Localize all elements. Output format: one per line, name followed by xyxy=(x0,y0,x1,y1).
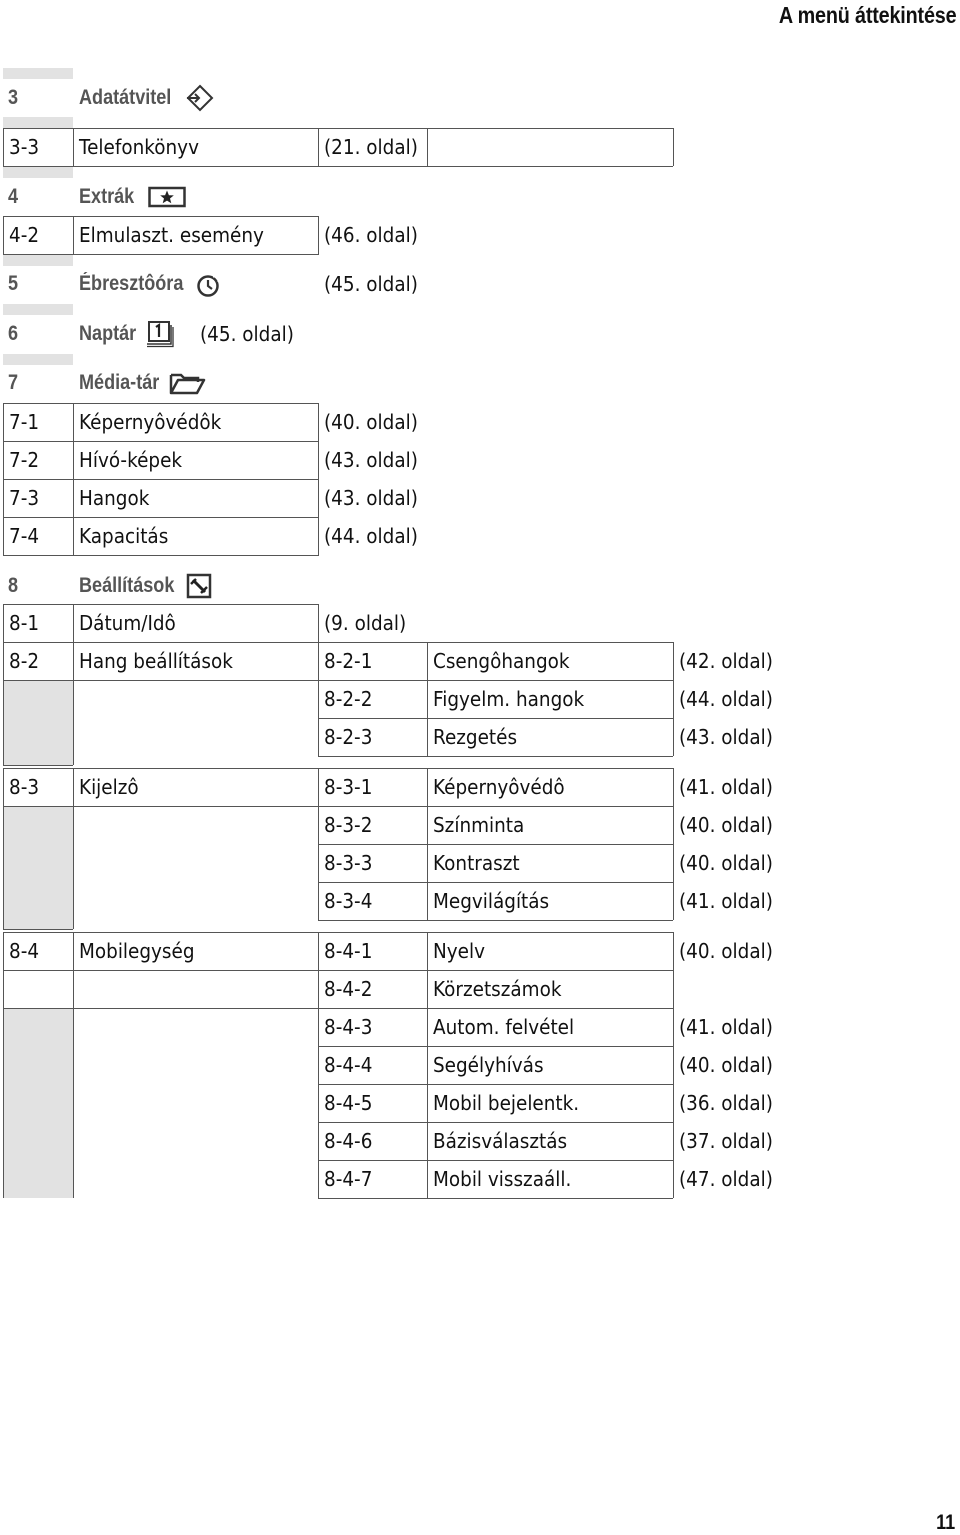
group-shade xyxy=(3,1008,73,1198)
row-label: Mobilegység xyxy=(79,939,195,963)
page-reference: (41. oldal) xyxy=(679,775,773,799)
section-title: Média-tár xyxy=(79,371,160,394)
page-reference: (40. oldal) xyxy=(324,410,418,434)
calendar-icon xyxy=(146,320,174,348)
row-number: 4-2 xyxy=(9,223,40,247)
row-label: Hívó-képek xyxy=(79,448,183,472)
row-number: 8-2-1 xyxy=(324,649,373,673)
page-reference: (43. oldal) xyxy=(324,486,418,510)
row-number: 8-4-4 xyxy=(324,1053,373,1077)
row-number: 8-4-5 xyxy=(324,1091,373,1115)
page-reference: (40. oldal) xyxy=(679,813,773,837)
row-label: Képernyôvédô xyxy=(433,775,565,799)
row-label: Figyelm. hangok xyxy=(433,687,585,711)
row-label: Mobil bejelentk. xyxy=(433,1091,580,1115)
section-bar xyxy=(3,68,73,79)
section-title: Adatátvitel xyxy=(79,86,172,109)
row-number: 7-4 xyxy=(9,524,40,548)
row-number: 8-4-1 xyxy=(324,939,373,963)
row-label: Színminta xyxy=(433,813,525,837)
row-number: 7-2 xyxy=(9,448,40,472)
folder-icon xyxy=(168,370,206,396)
row-label: Telefonkönyv xyxy=(79,135,199,159)
section-bar xyxy=(3,255,73,266)
section-bar xyxy=(3,354,73,365)
row-label: Hangok xyxy=(79,486,150,510)
section-title: Beállítások xyxy=(79,574,175,597)
page-reference: (41. oldal) xyxy=(679,889,773,913)
section-bar xyxy=(3,167,73,178)
row-number: 8-4-7 xyxy=(324,1167,373,1191)
row-number: 8-3-3 xyxy=(324,851,373,875)
row-number: 8-3-2 xyxy=(324,813,373,837)
row-number: 3-3 xyxy=(9,135,40,159)
row-label: Hang beállítások xyxy=(79,649,233,673)
section-bar xyxy=(3,304,73,315)
row-label: Képernyôvédôk xyxy=(79,410,222,434)
group-shade xyxy=(3,806,73,930)
row-label: Körzetszámok xyxy=(433,977,562,1001)
section-number: 5 xyxy=(8,272,19,295)
page-reference: (21. oldal) xyxy=(324,135,418,159)
page-reference: (36. oldal) xyxy=(679,1091,773,1115)
page-reference: (43. oldal) xyxy=(679,725,773,749)
row-number: 8-1 xyxy=(9,611,40,635)
row-label: Kijelzô xyxy=(79,775,139,799)
page-reference: (40. oldal) xyxy=(679,1053,773,1077)
row-number: 7-1 xyxy=(9,410,40,434)
page-reference: (43. oldal) xyxy=(324,448,418,472)
page-reference: (45. oldal) xyxy=(324,272,418,296)
row-number: 8-2-3 xyxy=(324,725,373,749)
row-label: Rezgetés xyxy=(433,725,518,749)
row-number: 8-3-4 xyxy=(324,889,373,913)
section-number: 3 xyxy=(8,86,19,109)
page-reference: (46. oldal) xyxy=(324,223,418,247)
page-reference: (37. oldal) xyxy=(679,1129,773,1153)
row-label: Elmulaszt. esemény xyxy=(79,223,264,247)
row-label: Csengôhangok xyxy=(433,649,570,673)
section-number: 7 xyxy=(8,371,19,394)
row-label: Megvilágítás xyxy=(433,889,550,913)
row-number: 8-4-2 xyxy=(324,977,373,1001)
page-number: 11 xyxy=(935,1511,955,1534)
row-label: Dátum/Idô xyxy=(79,611,176,635)
section-number: 6 xyxy=(8,322,19,345)
row-label: Segélyhívás xyxy=(433,1053,544,1077)
row-number: 7-3 xyxy=(9,486,40,510)
row-number: 8-2 xyxy=(9,649,40,673)
section-title: Naptár xyxy=(79,322,137,345)
page-reference: (40. oldal) xyxy=(679,851,773,875)
row-number: 8-2-2 xyxy=(324,687,373,711)
row-label: Autom. felvétel xyxy=(433,1015,575,1039)
page-reference: (42. oldal) xyxy=(679,649,773,673)
section-number: 4 xyxy=(8,185,19,208)
page-reference: (40. oldal) xyxy=(679,939,773,963)
row-label: Mobil visszaáll. xyxy=(433,1167,572,1191)
row-number: 8-3-1 xyxy=(324,775,373,799)
section-bar xyxy=(3,117,73,128)
row-label: Kontraszt xyxy=(433,851,520,875)
star-box-icon xyxy=(148,186,186,208)
page-title: A menü áttekintése xyxy=(778,2,956,28)
row-number: 8-4 xyxy=(9,939,40,963)
group-shade xyxy=(3,681,73,765)
page-reference: (47. oldal) xyxy=(679,1167,773,1191)
section-title: Ébresztôóra xyxy=(79,272,184,295)
page-reference: (44. oldal) xyxy=(324,524,418,548)
data-transfer-icon xyxy=(185,84,215,112)
settings-icon xyxy=(186,573,214,599)
row-number: 8-3 xyxy=(9,775,40,799)
row-number: 8-4-3 xyxy=(324,1015,373,1039)
page-reference: (45. oldal) xyxy=(200,322,294,346)
row-label: Kapacitás xyxy=(79,524,169,548)
page-reference: (41. oldal) xyxy=(679,1015,773,1039)
row-number: 8-4-6 xyxy=(324,1129,373,1153)
row-label: Nyelv xyxy=(433,939,485,963)
page-reference: (44. oldal) xyxy=(679,687,773,711)
section-title: Extrák xyxy=(79,185,135,208)
page-reference: (9. oldal) xyxy=(324,611,407,635)
row-label: Bázisválasztás xyxy=(433,1129,568,1153)
section-number: 8 xyxy=(8,574,19,597)
alarm-clock-icon xyxy=(196,273,222,299)
